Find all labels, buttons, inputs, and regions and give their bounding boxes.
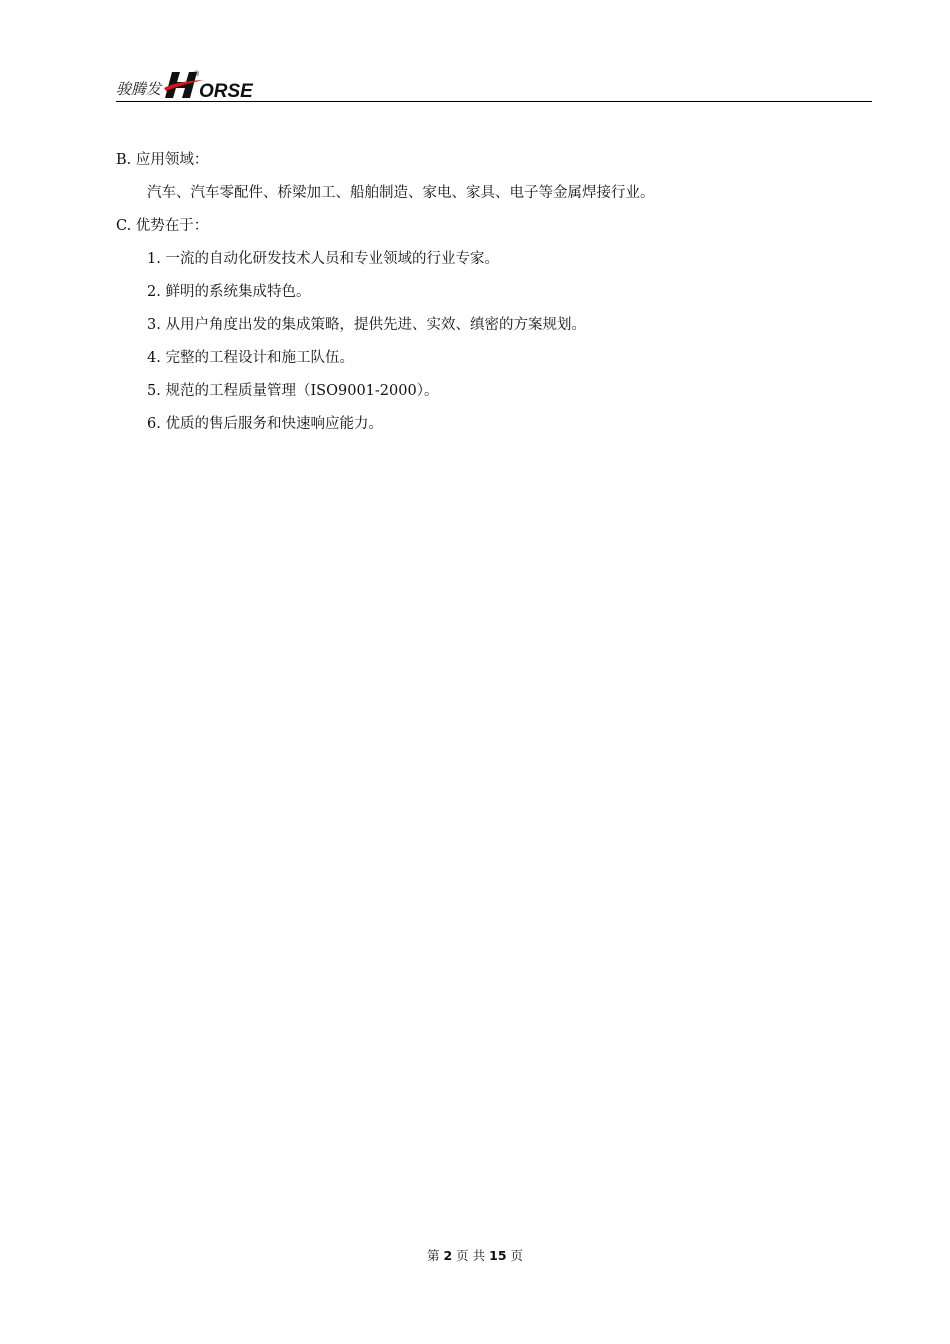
header-divider bbox=[116, 101, 872, 102]
page-header bbox=[116, 68, 872, 104]
company-logo bbox=[116, 68, 256, 100]
footer-prefix: 第 bbox=[426, 1248, 440, 1263]
section-b-text: 汽车、汽车零配件、桥梁加工、船舶制造、家电、家具、电子等金属焊接行业。 bbox=[147, 185, 655, 201]
logo-chinese-name: 骏腾发 bbox=[116, 80, 162, 98]
page-footer bbox=[0, 1246, 950, 1264]
horse-logo-mark bbox=[164, 68, 256, 100]
logo-registered-mark: ® bbox=[194, 71, 200, 78]
advantage-item-2: 2. 鲜明的系统集成特色。 bbox=[147, 284, 311, 300]
advantage-item-1: 1. 一流的自动化研发技术人员和专业领域的行业专家。 bbox=[147, 251, 499, 267]
logo-orse-text: ORSE bbox=[199, 81, 253, 100]
logo-letters bbox=[164, 70, 254, 100]
advantage-item-4: 4. 完整的工程设计和施工队伍。 bbox=[147, 350, 354, 366]
section-b-heading: B. 应用领域： bbox=[116, 152, 209, 168]
advantage-item-6: 6. 优质的售后服务和快速响应能力。 bbox=[147, 416, 383, 432]
document-body bbox=[116, 144, 856, 441]
section-c-heading: C. 优势在于： bbox=[116, 218, 209, 234]
footer-suffix: 页 bbox=[510, 1248, 524, 1263]
advantage-item-3: 3. 从用户角度出发的集成策略，提供先进、实效、缜密的方案规划。 bbox=[147, 317, 586, 333]
advantage-item-5: 5. 规范的工程质量管理（ISO9001-2000）。 bbox=[147, 383, 439, 399]
footer-page-number: 2 bbox=[443, 1248, 453, 1263]
footer-total-pages: 15 bbox=[489, 1248, 507, 1263]
footer-middle: 页 共 bbox=[456, 1248, 486, 1263]
